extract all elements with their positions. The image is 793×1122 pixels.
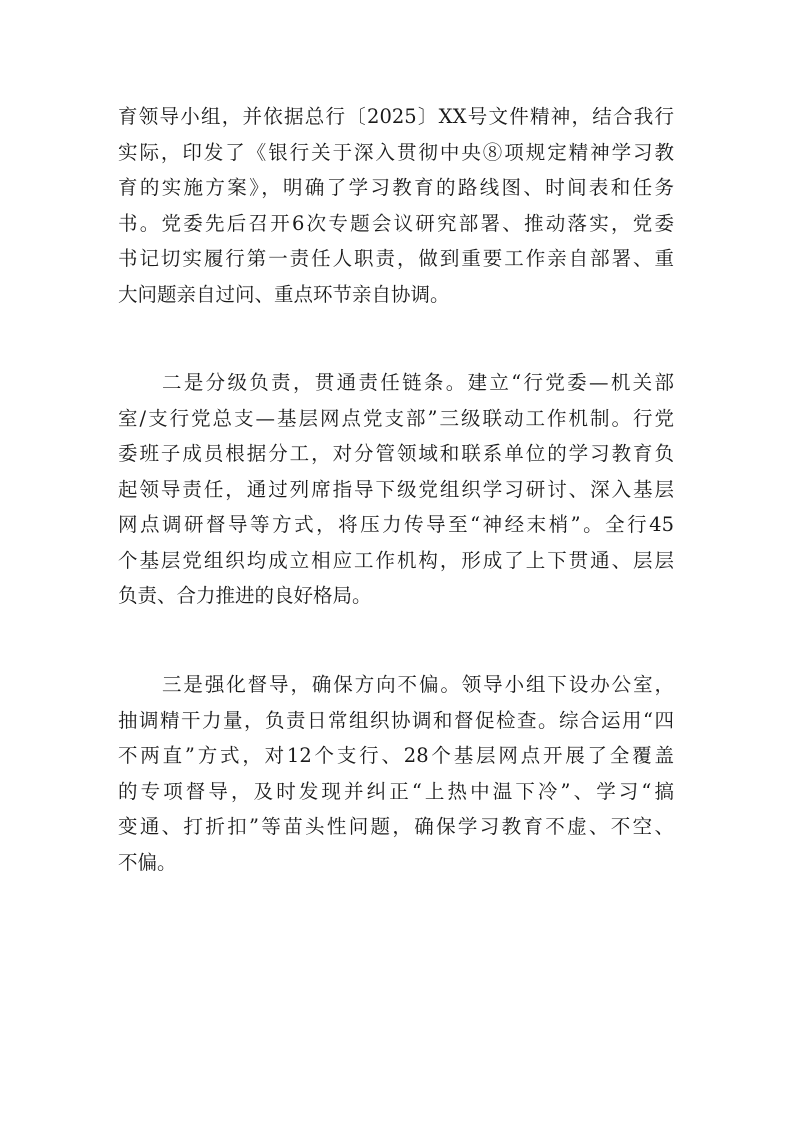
text-line: 负责、合力推进的良好格局。 xyxy=(118,584,372,607)
paragraph-leadership-group xyxy=(118,99,674,312)
text-line: 起领导责任，通过列席指导下级党组织学习研讨、深入基层 xyxy=(118,477,674,501)
text-line: 实际，印发了《银行关于深入贯彻中央⑧项规定精神学习教 xyxy=(118,140,674,164)
text-line: 三是强化督导，确保方向不偏。领导小组下设办公室， xyxy=(162,673,674,696)
text-line: 室/支行党总支—基层网点党支部”三级联动工作机制。行党 xyxy=(118,406,674,430)
text-line: 书记切实履行第一责任人职责，做到重要工作亲自部署、重 xyxy=(118,247,674,270)
text-line: 网点调研督导等方式，将压力传导至“神经末梢”。全行45 xyxy=(118,513,674,536)
text-line: 变通、打折扣”等苗头性问题，确保学习教育不虚、不空、 xyxy=(118,815,674,838)
text-line: 抽调精干力量，负责日常组织协调和督促检查。综合运用“四 xyxy=(118,708,674,732)
text-line: 不两直”方式，对12个支行、28个基层网点开展了全覆盖 xyxy=(118,744,674,767)
text-line: 书。党委先后召开6次专题会议研究部署、推动落实，党委 xyxy=(118,211,674,235)
text-line: 育的实施方案》，明确了学习教育的路线图、时间表和任务 xyxy=(118,176,674,199)
paragraph-supervision xyxy=(118,667,674,880)
text-line: 个基层党组织均成立相应工作机构，形成了上下贯通、层层 xyxy=(118,548,674,572)
text-line: 委班子成员根据分工，对分管领域和联系单位的学习教育负 xyxy=(118,442,674,465)
paragraph-tiered-responsibility xyxy=(118,365,674,614)
text-line: 二是分级负责，贯通责任链条。建立“行党委—机关部 xyxy=(162,371,674,394)
text-line: 的专项督导，及时发现并纠正“上热中温下冷”、学习“搞 xyxy=(118,779,674,803)
text-line: 不偏。 xyxy=(118,850,177,874)
text-line: 育领导小组，并依据总行〔2025〕XX号文件精神，结合我行 xyxy=(118,105,674,128)
text-line: 大问题亲自过问、重点环节亲自协调。 xyxy=(118,282,450,306)
